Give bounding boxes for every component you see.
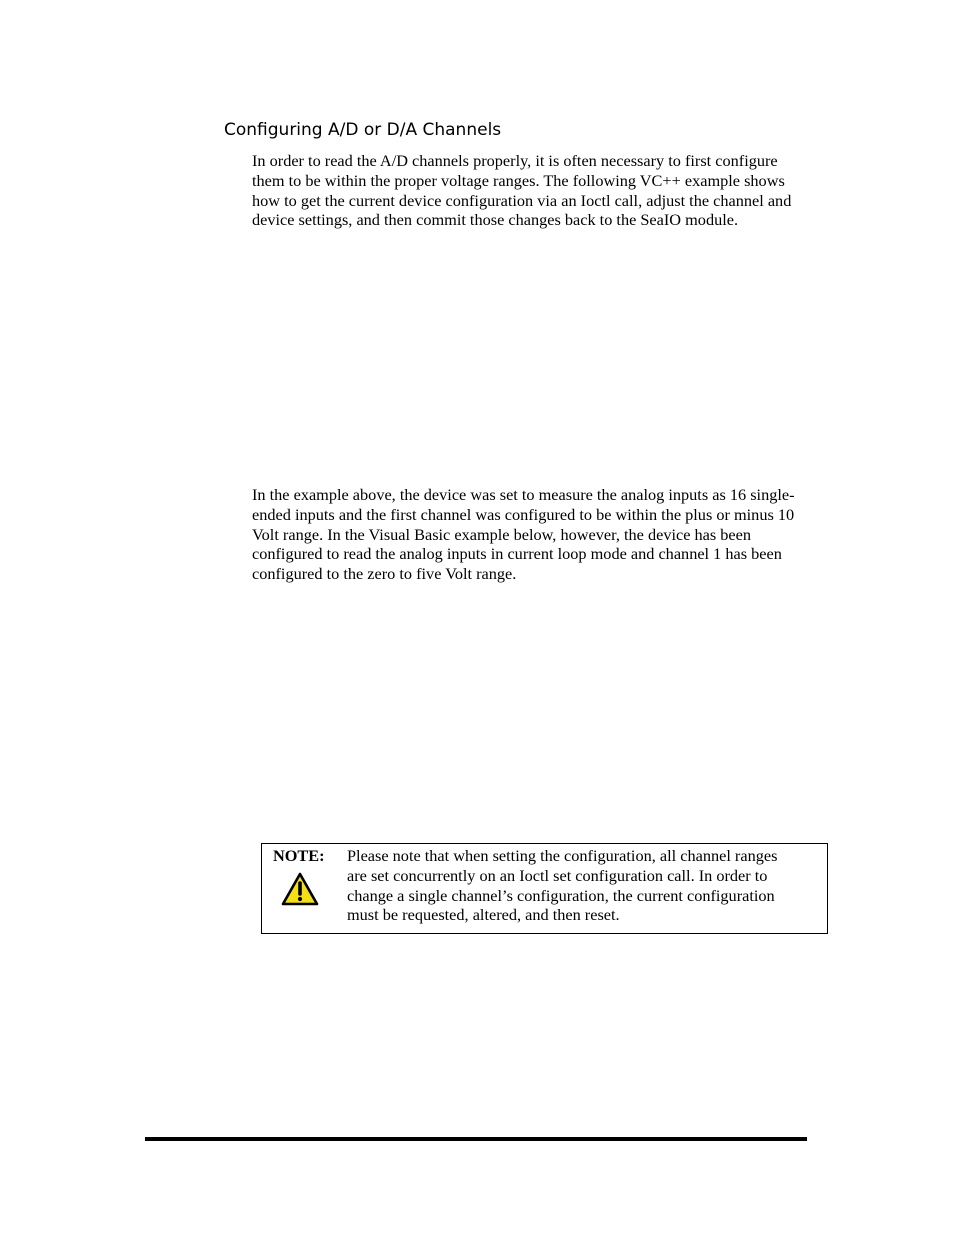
paragraph-line: In order to read the A/D channels properly, it is often necessary to first configure bbox=[252, 151, 778, 170]
note-line: change a single channel’s configuration, the current configuration bbox=[347, 885, 775, 905]
paragraph-line: how to get the current device configuration via an Ioctl call, adjust the channel and bbox=[252, 190, 792, 210]
example-explanation-paragraph bbox=[252, 485, 832, 584]
note-box bbox=[261, 843, 828, 934]
paragraph-line: them to be within the proper voltage ranges. The following VC++ example shows bbox=[252, 170, 785, 190]
paragraph-line: device settings, and then commit those changes back to the SeaIO module. bbox=[252, 210, 739, 230]
warning-triangle-icon-graphic bbox=[281, 872, 319, 906]
note-line: are set concurrently on an Ioctl set configuration call. In order to bbox=[347, 865, 768, 885]
warning-triangle-icon bbox=[281, 872, 319, 906]
paragraph-line: In the example above, the device was set to measure the analog inputs as 16 single- bbox=[252, 485, 795, 504]
section-heading: Configuring A/D or D/A Channels bbox=[224, 120, 502, 140]
footer-rule bbox=[145, 1137, 807, 1141]
paragraph-line: configured to read the analog inputs in current loop mode and channel 1 has been bbox=[252, 544, 782, 564]
paragraph-line: configured to the zero to five Volt range. bbox=[252, 564, 517, 584]
note-line: must be requested, altered, and then reset. bbox=[347, 905, 620, 925]
paragraph-line: ended inputs and the first channel was configured to be within the plus or minus 10 bbox=[252, 504, 795, 524]
note-label: NOTE: bbox=[273, 846, 325, 865]
note-line: Please note that when setting the configuration, all channel ranges bbox=[347, 846, 778, 865]
note-text bbox=[347, 846, 822, 925]
intro-paragraph bbox=[252, 151, 832, 230]
paragraph-line: Volt range. In the Visual Basic example below, however, the device has been bbox=[252, 524, 752, 544]
